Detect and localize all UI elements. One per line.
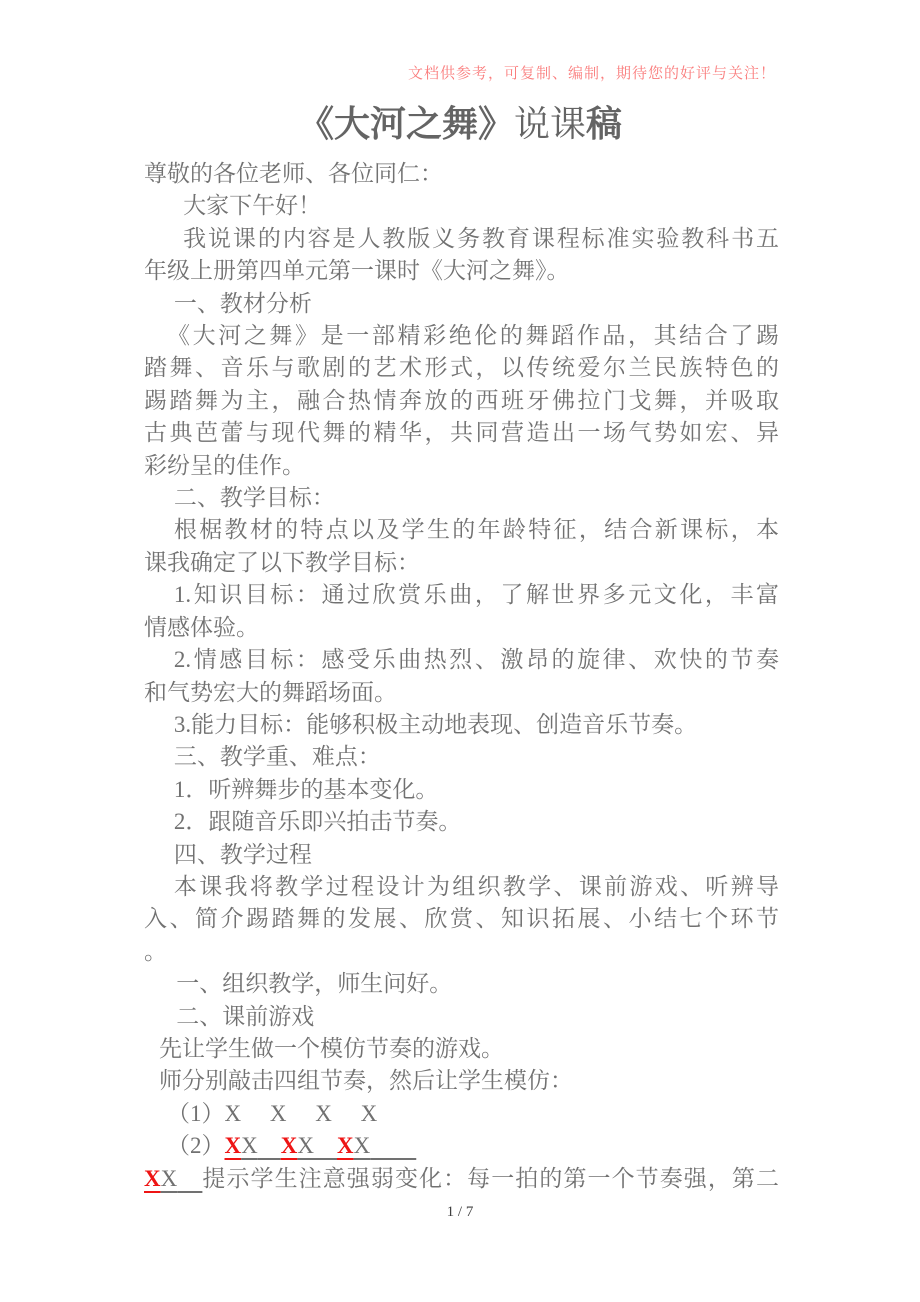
title-suffix-bold: 稿: [586, 103, 623, 144]
text-line: [144, 1065, 779, 1097]
text-line: [144, 612, 779, 644]
text-line: [144, 547, 779, 579]
text-line: [144, 968, 779, 1000]
text-segment: 情感体验。: [144, 614, 259, 640]
text-segment: [370, 1133, 416, 1158]
text-line: [144, 255, 779, 287]
disclaimer-text: 文档供参考，可复制、编制，期待您的好评与关注！: [407, 66, 776, 82]
text-line: [144, 741, 779, 773]
text-segment: [314, 1133, 337, 1158]
text-segment: 。: [144, 938, 167, 964]
text-line: [144, 385, 779, 417]
text-segment: [258, 1133, 281, 1158]
text-line: [144, 320, 779, 352]
text-segment: 二、教学目标：: [173, 485, 335, 511]
rhythm-strong-beat: X: [280, 1133, 298, 1159]
text-line: [144, 1163, 779, 1195]
total-pages-number: 7: [465, 1204, 474, 1220]
text-segment: 《大河之舞》是一部精彩绝伦的舞蹈作品，其结合了踢: [167, 323, 779, 349]
text-segment: 尊敬的各位老师、各位同仁：: [144, 161, 443, 186]
text-line: [144, 288, 779, 320]
text-line: [144, 579, 779, 611]
text-line: [144, 1033, 779, 1065]
text-segment: X: [297, 1133, 314, 1159]
text-segment: X: [241, 1133, 258, 1159]
text-line: [144, 774, 779, 806]
text-segment: 踢踏舞为主，融合热情奔放的西班牙佛拉门戈舞，并吸取: [144, 387, 779, 413]
document-title: [0, 99, 920, 149]
text-line: [144, 1098, 779, 1130]
text-line: [144, 806, 779, 838]
text-segment: 和气势宏大的舞蹈场面。: [144, 679, 397, 705]
text-segment: 年级上册第四单元第一课时《大河之舞》。: [144, 258, 570, 284]
page-number-separator: /: [457, 1204, 463, 1220]
document-body: [144, 158, 779, 1195]
text-line: [144, 417, 779, 449]
text-segment: X: [353, 1133, 371, 1159]
text-line: [144, 352, 779, 384]
text-line: [144, 450, 779, 482]
text-segment: 1.知识目标：通过欣赏乐曲，了解世界多元文化，丰富: [173, 582, 779, 608]
title-book-name: 《大河之舞》: [297, 103, 514, 144]
rhythm-strong-beat: X: [144, 1165, 161, 1191]
text-segment: 古典芭蕾与现代舞的精华，共同营造出一场气势如宏、异: [144, 420, 779, 446]
text-segment: （2）: [167, 1133, 225, 1159]
text-segment: 先让学生做一个模仿节奏的游戏。: [158, 1035, 504, 1061]
text-segment: （1）X X X X: [167, 1100, 378, 1126]
text-segment: 入、简介踢踏舞的发展、欣赏、知识拓展、小结七个环节: [144, 906, 779, 932]
text-line: [144, 1001, 779, 1033]
title-suffix-regular: 说课: [513, 104, 586, 144]
page-number: [0, 1204, 920, 1221]
current-page-number: 1: [446, 1204, 455, 1220]
text-line: [144, 1130, 779, 1162]
rhythm-strong-beat: X: [337, 1133, 354, 1159]
text-segment: 2．跟随音乐即兴拍击节奏。: [173, 809, 462, 835]
text-segment: 二、课前游戏: [176, 1003, 315, 1029]
text-segment: 踏舞、音乐与歌剧的艺术形式，以传统爱尔兰民族特色的: [144, 355, 779, 381]
text-line: [144, 482, 779, 514]
text-segment: 四、教学过程: [173, 841, 312, 867]
text-line: [144, 709, 779, 741]
text-line: [144, 871, 779, 903]
text-segment: 提示学生注意强弱变化：每一拍的第一个节奏强，第二: [202, 1165, 780, 1191]
text-segment: 我说课的内容是人教版义务教育课程标准实验教科书五: [183, 225, 779, 251]
text-line: [144, 223, 779, 255]
text-line: [144, 644, 779, 676]
text-segment: 大家下午好！: [183, 193, 322, 219]
text-segment: 根椐教材的特点以及学生的年龄特征，结合新课标，本: [173, 517, 779, 543]
text-line: [144, 158, 779, 190]
text-line: [144, 936, 779, 968]
text-segment: 彩纷呈的佳作。: [144, 452, 305, 478]
text-segment: 一、组织教学，师生问好。: [176, 971, 453, 997]
text-segment: 三、教学重、难点：: [173, 744, 381, 770]
text-segment: 3.能力目标：能够积极主动地表现、创造音乐节奏。: [173, 711, 698, 737]
text-line: [144, 190, 779, 222]
text-segment: X: [160, 1165, 178, 1191]
text-segment: 1．听辨舞步的基本变化。: [173, 776, 439, 802]
text-segment: 2.情感目标：感受乐曲热烈、激昂的旋律、欢快的节奏: [173, 647, 779, 673]
rhythm-strong-beat: X: [224, 1133, 242, 1159]
text-line: [144, 903, 779, 935]
text-segment: 师分别敲击四组节奏，然后让学生模仿：: [158, 1068, 573, 1094]
text-line: [144, 677, 779, 709]
text-segment: [177, 1166, 202, 1191]
text-segment: 本课我将教学过程设计为组织教学、课前游戏、听辨导: [173, 873, 779, 899]
text-line: [144, 839, 779, 871]
text-segment: 课我确定了以下教学目标：: [144, 549, 420, 575]
text-segment: 一、教材分析: [173, 290, 312, 316]
text-line: [144, 514, 779, 546]
